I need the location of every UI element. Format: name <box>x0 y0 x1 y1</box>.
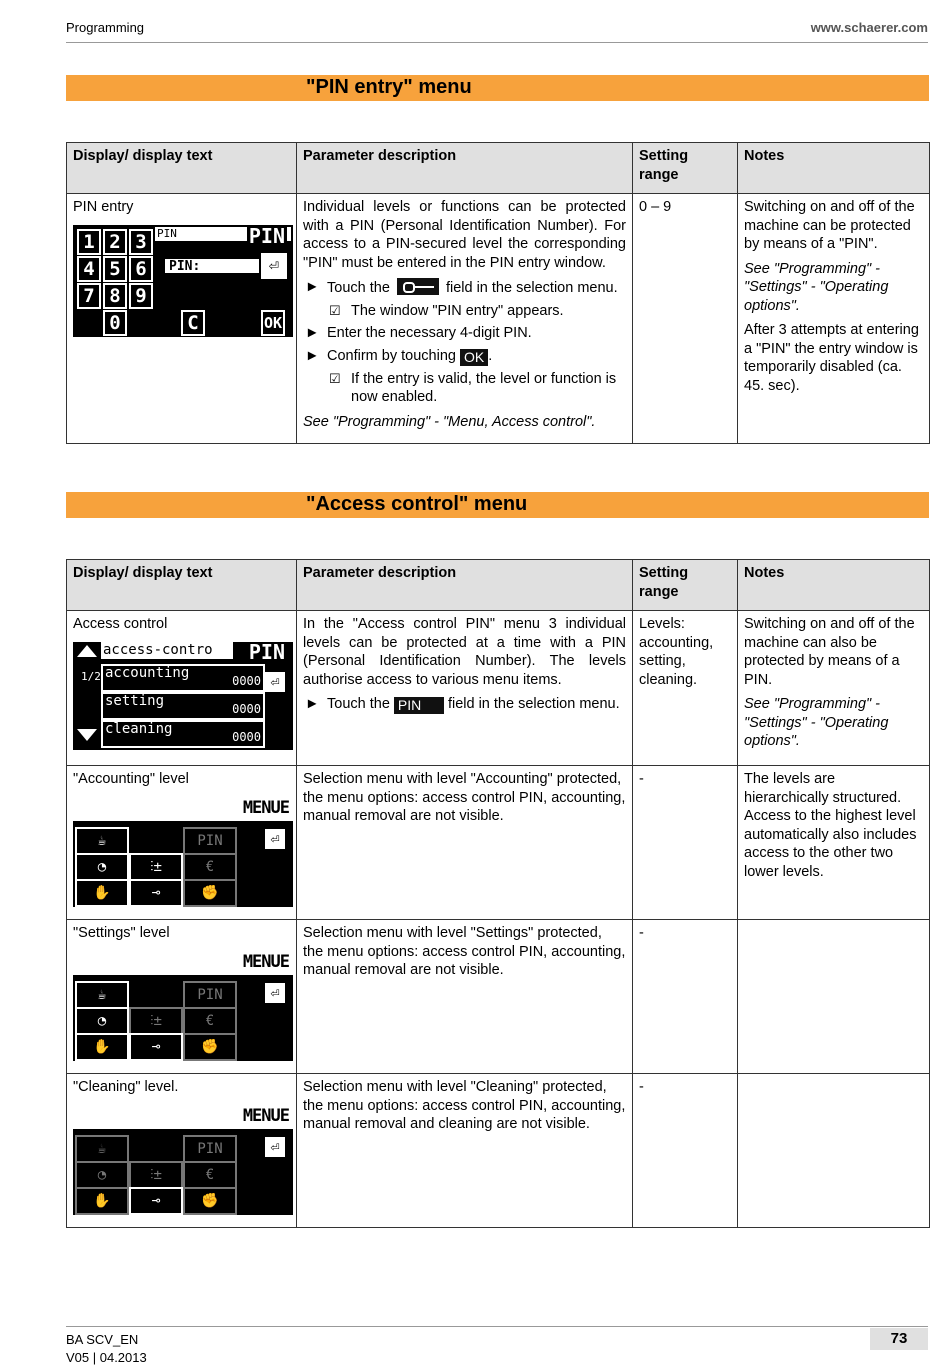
notes-cell <box>738 920 930 1074</box>
coffee-icon: ☕ <box>75 827 129 855</box>
col-display: Display/ display text <box>67 143 297 194</box>
pin-table-header <box>67 143 930 194</box>
range-cell: - <box>633 1074 738 1228</box>
item-value: 0000 <box>232 730 261 744</box>
pin-section-bar <box>66 75 929 101</box>
pin-button-icon: PIN <box>394 697 444 714</box>
key-icon: ⊸ <box>129 1033 183 1061</box>
col-range: Setting range <box>633 143 738 194</box>
description-cell: Selection menu with level "Cleaning" protected, the menu options: access control PIN, accounting, manual removal and cleaning are not visible. <box>297 1074 633 1228</box>
footer-version: V05 | 04.2013 <box>66 1350 147 1365</box>
euro-icon: € <box>183 1007 237 1035</box>
euro-icon: € <box>183 853 237 881</box>
range-cell: Levels: accounting, setting, cleaning. <box>633 611 738 766</box>
key-7: 7 <box>77 283 101 309</box>
pin-field-label: PIN: <box>169 258 201 274</box>
pin-menu-cell: PIN <box>183 827 237 855</box>
pin-small-label: PIN <box>157 226 177 240</box>
checkbox-icon: ☑ <box>329 302 341 318</box>
manual-removal-icon: ✊ <box>183 1187 237 1215</box>
lcd-item-accounting <box>101 664 265 692</box>
item-label: setting <box>105 692 165 709</box>
step-text-b: field in the selection menu. <box>447 696 620 712</box>
table-row <box>67 611 930 766</box>
pin-table <box>66 142 930 444</box>
euro-icon: € <box>183 1161 237 1189</box>
clock-icon: ◔ <box>75 853 129 881</box>
back-icon: ⏎ <box>265 672 285 692</box>
result-level-enabled <box>303 370 626 407</box>
notes-cell <box>738 611 930 766</box>
key-c: C <box>181 310 205 336</box>
lcd-menu-label: MENUE <box>242 1105 289 1126</box>
access-table-header <box>67 560 930 611</box>
display-text: "Accounting" level <box>73 771 189 787</box>
range-cell: - <box>633 920 738 1074</box>
access-table <box>66 559 930 1228</box>
display-cell <box>67 194 297 444</box>
notes-3: After 3 attempts at entering a "PIN" the entry window is temporarily disabled (ca. 45. sec). <box>744 322 919 394</box>
key-9: 9 <box>129 283 153 309</box>
result3-text: If the entry is valid, the level or function is now enabled. <box>351 370 617 405</box>
key-icon: ⊸ <box>129 1187 183 1215</box>
display-cell <box>67 1074 297 1228</box>
col-display: Display/ display text <box>67 560 297 611</box>
display-cell <box>67 766 297 920</box>
step-touch-key <box>303 278 626 298</box>
footer-doc-id: BA SCV_EN <box>66 1332 139 1347</box>
step1-text-b: field in the selection menu. <box>445 280 618 296</box>
range-cell: 0 – 9 <box>633 194 738 444</box>
step-text-a: Touch the <box>327 696 390 712</box>
see-reference: See "Programming" - "Menu, Access control". <box>303 413 596 430</box>
cleaning-icon: ✋ <box>75 1033 129 1061</box>
col-description: Parameter description <box>297 143 633 194</box>
key-ok: OK <box>261 310 285 336</box>
footer-rule <box>66 1326 928 1327</box>
key-6: 6 <box>129 256 153 282</box>
pin-section-title: "PIN entry" menu <box>306 76 472 98</box>
scroll-up-icon <box>77 645 97 657</box>
scroll-down-icon <box>77 729 97 741</box>
col-notes: Notes <box>738 143 930 194</box>
description-cell: Selection menu with level "Settings" protected, the menu options: access control PIN, accounting, manual removal are not visible. <box>297 920 633 1074</box>
col-range: Setting range <box>633 560 738 611</box>
checkbox-icon: ☑ <box>329 370 341 386</box>
notes-1: Switching on and off of the machine can be protected by means of a "PIN". <box>744 199 915 252</box>
settings-icon: ⫶± <box>129 1007 183 1035</box>
notes-1: Switching on and off of the machine can also be protected by means of a PIN. <box>744 616 915 688</box>
table-row <box>67 194 930 444</box>
notes-cell: The levels are hierarchically structured. Access to the highest level automatically also includes access to the other two lower levels. <box>738 766 930 920</box>
access-control-lcd <box>73 639 293 750</box>
notes-cell <box>738 1074 930 1228</box>
arrow-icon: ► <box>305 696 320 712</box>
clock-icon: ◔ <box>75 1161 129 1189</box>
pin-entry-lcd <box>73 225 293 337</box>
lcd-pin-label: PIN <box>248 639 285 664</box>
access-desc: In the "Access control PIN" menu 3 individual levels can be protected at a time with a PIN (Personal Identification Number). The levels authorise access to various menu items. <box>303 616 626 688</box>
accounting-level-lcd <box>73 797 293 907</box>
lcd-item-cleaning <box>101 720 265 748</box>
manual-removal-icon: ✊ <box>183 1033 237 1061</box>
settings-icon: ⫶± <box>129 853 183 881</box>
step3-text-b: . <box>488 347 493 364</box>
col-notes: Notes <box>738 560 930 611</box>
lcd-item-setting <box>101 692 265 720</box>
item-label: accounting <box>105 664 190 681</box>
key-icon: ⊸ <box>129 879 183 907</box>
running-header-website: www.schaerer.com <box>810 20 928 35</box>
cleaning-icon: ✋ <box>75 879 129 907</box>
coffee-icon: ☕ <box>75 981 129 1009</box>
table-row <box>67 766 930 920</box>
manual-removal-icon: ✊ <box>183 879 237 907</box>
clock-icon: ◔ <box>75 1007 129 1035</box>
key-3: 3 <box>129 229 153 255</box>
back-icon: ⏎ <box>261 253 287 279</box>
access-section-title: "Access control" menu <box>306 493 528 515</box>
display-text: "Cleaning" level. <box>73 1079 179 1095</box>
back-icon: ⏎ <box>265 983 285 1003</box>
item-value: 0000 <box>232 674 261 688</box>
pin-menu-cell: PIN <box>183 981 237 1009</box>
key-5: 5 <box>103 256 127 282</box>
lcd-page-indicator: 1/2 <box>81 669 101 683</box>
display-text: PIN entry <box>73 199 134 215</box>
pin-big-label: PIN <box>248 223 285 248</box>
step-confirm <box>303 347 626 366</box>
lcd-menu-label: MENUE <box>242 951 289 972</box>
page-number: 73 <box>870 1328 928 1350</box>
display-text: "Settings" level <box>73 925 170 941</box>
description-cell <box>297 194 633 444</box>
description-cell <box>297 611 633 766</box>
notes-cell <box>738 194 930 444</box>
step3-text-a: Confirm by touching <box>327 347 456 364</box>
result-window-appears <box>303 302 626 321</box>
back-icon: ⏎ <box>265 1137 285 1157</box>
cleaning-icon: ✋ <box>75 1187 129 1215</box>
back-icon: ⏎ <box>265 829 285 849</box>
lcd-menu-label: MENUE <box>242 797 289 818</box>
item-label: cleaning <box>105 720 173 737</box>
arrow-icon: ► <box>305 347 320 364</box>
key-4: 4 <box>77 256 101 282</box>
result1-text: The window "PIN entry" appears. <box>351 302 564 319</box>
key-2: 2 <box>103 229 127 255</box>
col-description: Parameter description <box>297 560 633 611</box>
arrow-icon: ► <box>305 279 320 295</box>
notes-2: See "Programming" - "Settings" - "Operating options". <box>744 260 889 314</box>
arrow-icon: ► <box>305 325 320 341</box>
key-0: 0 <box>103 310 127 336</box>
cleaning-level-lcd <box>73 1105 293 1215</box>
key-1: 1 <box>77 229 101 255</box>
ok-button-icon: OK <box>460 349 488 366</box>
settings-level-lcd <box>73 951 293 1061</box>
key-8: 8 <box>103 283 127 309</box>
settings-icon: ⫶± <box>129 1161 183 1189</box>
key-icon <box>397 278 439 295</box>
display-cell <box>67 611 297 766</box>
lcd-title: access-contro <box>101 642 233 659</box>
notes-2: See "Programming" - "Settings" - "Operating options". <box>744 696 889 749</box>
pin-menu-cell: PIN <box>183 1135 237 1163</box>
step2-text: Enter the necessary 4-digit PIN. <box>327 325 532 341</box>
display-text: Access control <box>73 616 168 632</box>
display-cell <box>67 920 297 1074</box>
step1-text-a: Touch the <box>327 280 390 296</box>
coffee-icon: ☕ <box>75 1135 129 1163</box>
step-touch-pin <box>303 695 626 714</box>
running-header-section: Programming <box>66 20 145 35</box>
access-section-bar <box>66 492 929 518</box>
pin-intro: Individual levels or functions can be protected with a PIN (Personal Identification Number). For access to a PIN-secured level the corresponding "PIN" must be entered in the PIN entry window. <box>303 199 626 271</box>
header-rule <box>66 42 928 43</box>
item-value: 0000 <box>232 702 261 716</box>
description-cell: Selection menu with level "Accounting" protected, the menu options: access control PIN, accounting, manual removal are not visible. <box>297 766 633 920</box>
range-cell: - <box>633 766 738 920</box>
step-enter-pin <box>303 324 626 343</box>
table-row <box>67 1074 930 1228</box>
table-row <box>67 920 930 1074</box>
